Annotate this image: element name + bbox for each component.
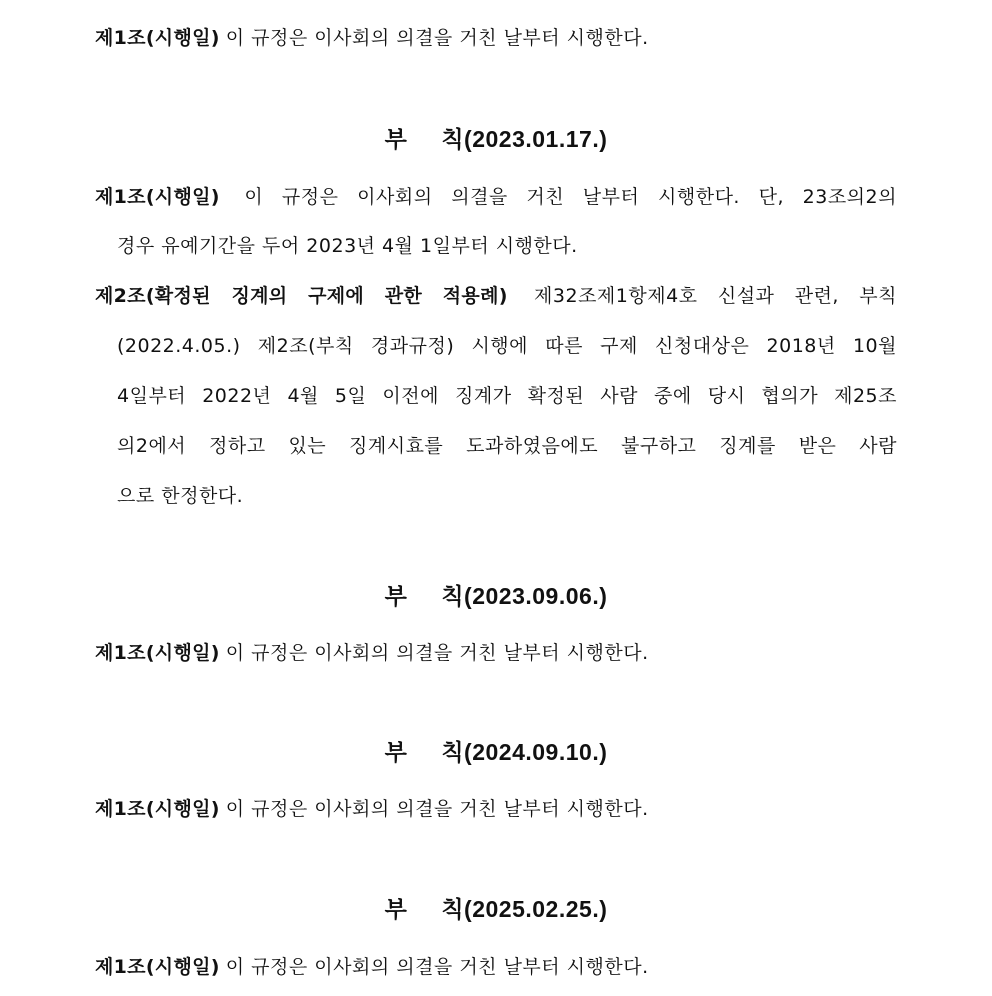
- article-line: [95, 25, 897, 51]
- article-line-continued: 경우 유예기간을 두어 2023년 4월 1일부터 시행한다.: [117, 235, 578, 257]
- addendum-heading: [0, 894, 992, 924]
- article-title: 제2조(확정된 징계의 구제에 관한 적용례): [95, 285, 508, 307]
- article-line: [95, 184, 897, 210]
- article-text: 이 규정은 이사회의 의결을 거친 날부터 시행한다. 단, 23조의2의: [244, 186, 897, 208]
- heading-char: 칙: [441, 739, 465, 765]
- article-line: [95, 796, 897, 822]
- article-text: 이 규정은 이사회의 의결을 거친 날부터 시행한다.: [225, 27, 649, 49]
- heading-date: (2023.09.06.): [464, 583, 608, 609]
- heading-char: 칙: [441, 126, 465, 152]
- addendum-heading: [0, 124, 992, 154]
- article-title: 제1조(시행일): [95, 186, 220, 208]
- article-line: [95, 283, 897, 309]
- addendum-heading: [0, 737, 992, 767]
- heading-date: (2023.01.17.): [464, 126, 608, 152]
- article-line: [95, 640, 897, 666]
- heading-char: 부: [384, 126, 408, 152]
- article-text: 이 규정은 이사회의 의결을 거친 날부터 시행한다.: [225, 956, 649, 978]
- heading-date: (2024.09.10.): [464, 739, 608, 765]
- article-text: 제32조제1항제4호 신설과 관련, 부칙: [534, 285, 897, 307]
- article-text: 이 규정은 이사회의 의결을 거친 날부터 시행한다.: [225, 798, 649, 820]
- article-title: 제1조(시행일): [95, 798, 220, 820]
- heading-date: (2025.02.25.): [464, 896, 608, 922]
- article-title: 제1조(시행일): [95, 642, 220, 664]
- addendum-heading: [0, 581, 992, 611]
- article-line-continued: 4일부터 2022년 4월 5일 이전에 징계가 확정된 사람 중에 당시 협의가 제25조: [117, 385, 897, 407]
- article-title: 제1조(시행일): [95, 956, 220, 978]
- heading-char: 부: [384, 739, 408, 765]
- article-line-continued: 으로 한정한다.: [117, 485, 244, 507]
- article-title: 제1조(시행일): [95, 27, 220, 49]
- heading-char: 부: [384, 896, 408, 922]
- heading-char: 칙: [441, 583, 465, 609]
- article-line: [95, 954, 897, 980]
- heading-char: 칙: [441, 896, 465, 922]
- article-line-continued: 의2에서 정하고 있는 징계시효를 도과하였음에도 불구하고 징계를 받은 사람: [117, 435, 897, 457]
- article-text: 이 규정은 이사회의 의결을 거친 날부터 시행한다.: [225, 642, 649, 664]
- heading-char: 부: [384, 583, 408, 609]
- article-line-continued: (2022.4.05.) 제2조(부칙 경과규정) 시행에 따른 구제 신청대상은 2018년 10월: [117, 335, 897, 357]
